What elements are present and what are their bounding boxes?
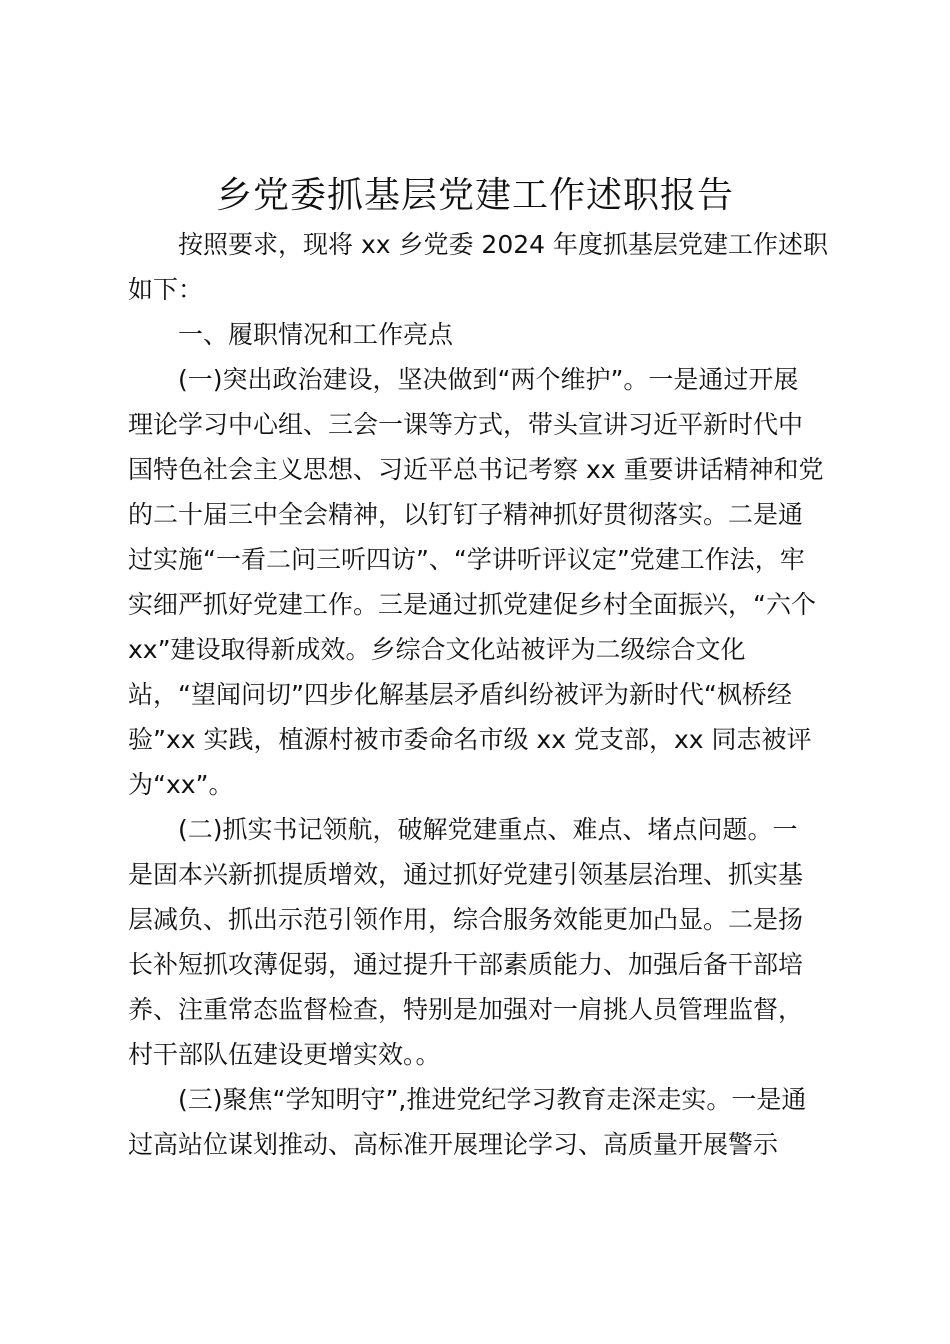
document-title: 乡党委抓基层党建工作述职报告 (215, 175, 734, 216)
body-line-10: xx”建设取得新成效。乡综合文化站被评为二级综合文化 (128, 635, 746, 664)
body-line-5: 理论学习中心组、三会一课等方式，带头宣讲习近平新时代中 (128, 410, 804, 439)
section-heading-1: 一、履职情况和工作亮点 (178, 320, 454, 349)
body-line-21: 过高站位谋划推动、高标准开展理论学习、高质量开展警示 (128, 1130, 779, 1159)
body-line-17: 长补短抓攻薄促弱，通过提升干部素质能力、加强后备干部培 (128, 950, 804, 979)
body-line-8: 过实施“一看二问三听四访”、“学讲听评议定”党建工作法，牢 (128, 545, 805, 574)
body-line-14: (二)抓实书记领航，破解党建重点、难点、堵点问题。一 (178, 815, 798, 844)
body-line-7: 的二十届三中全会精神，以钉钉子精神抓好贯彻落实。二是通 (128, 500, 804, 529)
body-line-16: 层减负、抓出示范引领作用，综合服务效能更加凸显。二是扬 (128, 905, 804, 934)
body-line-11: 站，“望闻问切”四步化解基层矛盾纠纷被评为新时代“枫桥经 (128, 680, 792, 709)
body-line-19: 村干部队伍建设更增实效。。 (128, 1040, 441, 1069)
body-line-20: (三)聚焦“学知明守”,推进党纪学习教育走深走实。一是通 (178, 1085, 807, 1114)
body-line-1: 按照要求，现将 xx 乡党委 2024 年度抓基层党建工作述职 (178, 230, 829, 259)
body-line-15: 是固本兴新抓提质增效，通过抓好党建引领基层治理、抓实基 (128, 860, 804, 889)
body-line-13: 为“xx”。 (128, 770, 234, 799)
body-line-6: 国特色社会主义思想、习近平总书记考察 xx 重要讲话精神和党 (128, 455, 824, 484)
body-line-4: (一)突出政治建设，坚决做到“两个维护”。一是通过开展 (178, 365, 799, 394)
body-line-18: 养、注重常态监督检查，特别是加强对一肩挑人员管理监督， (128, 995, 804, 1024)
body-line-2: 如下： (128, 275, 204, 304)
body-line-9: 实细严抓好党建工作。三是通过抓党建促乡村全面振兴，“六个 (128, 590, 816, 619)
body-line-12: 验”xx 实践，植源村被市委命名市级 xx 党支部，xx 同志被评 (128, 725, 812, 754)
